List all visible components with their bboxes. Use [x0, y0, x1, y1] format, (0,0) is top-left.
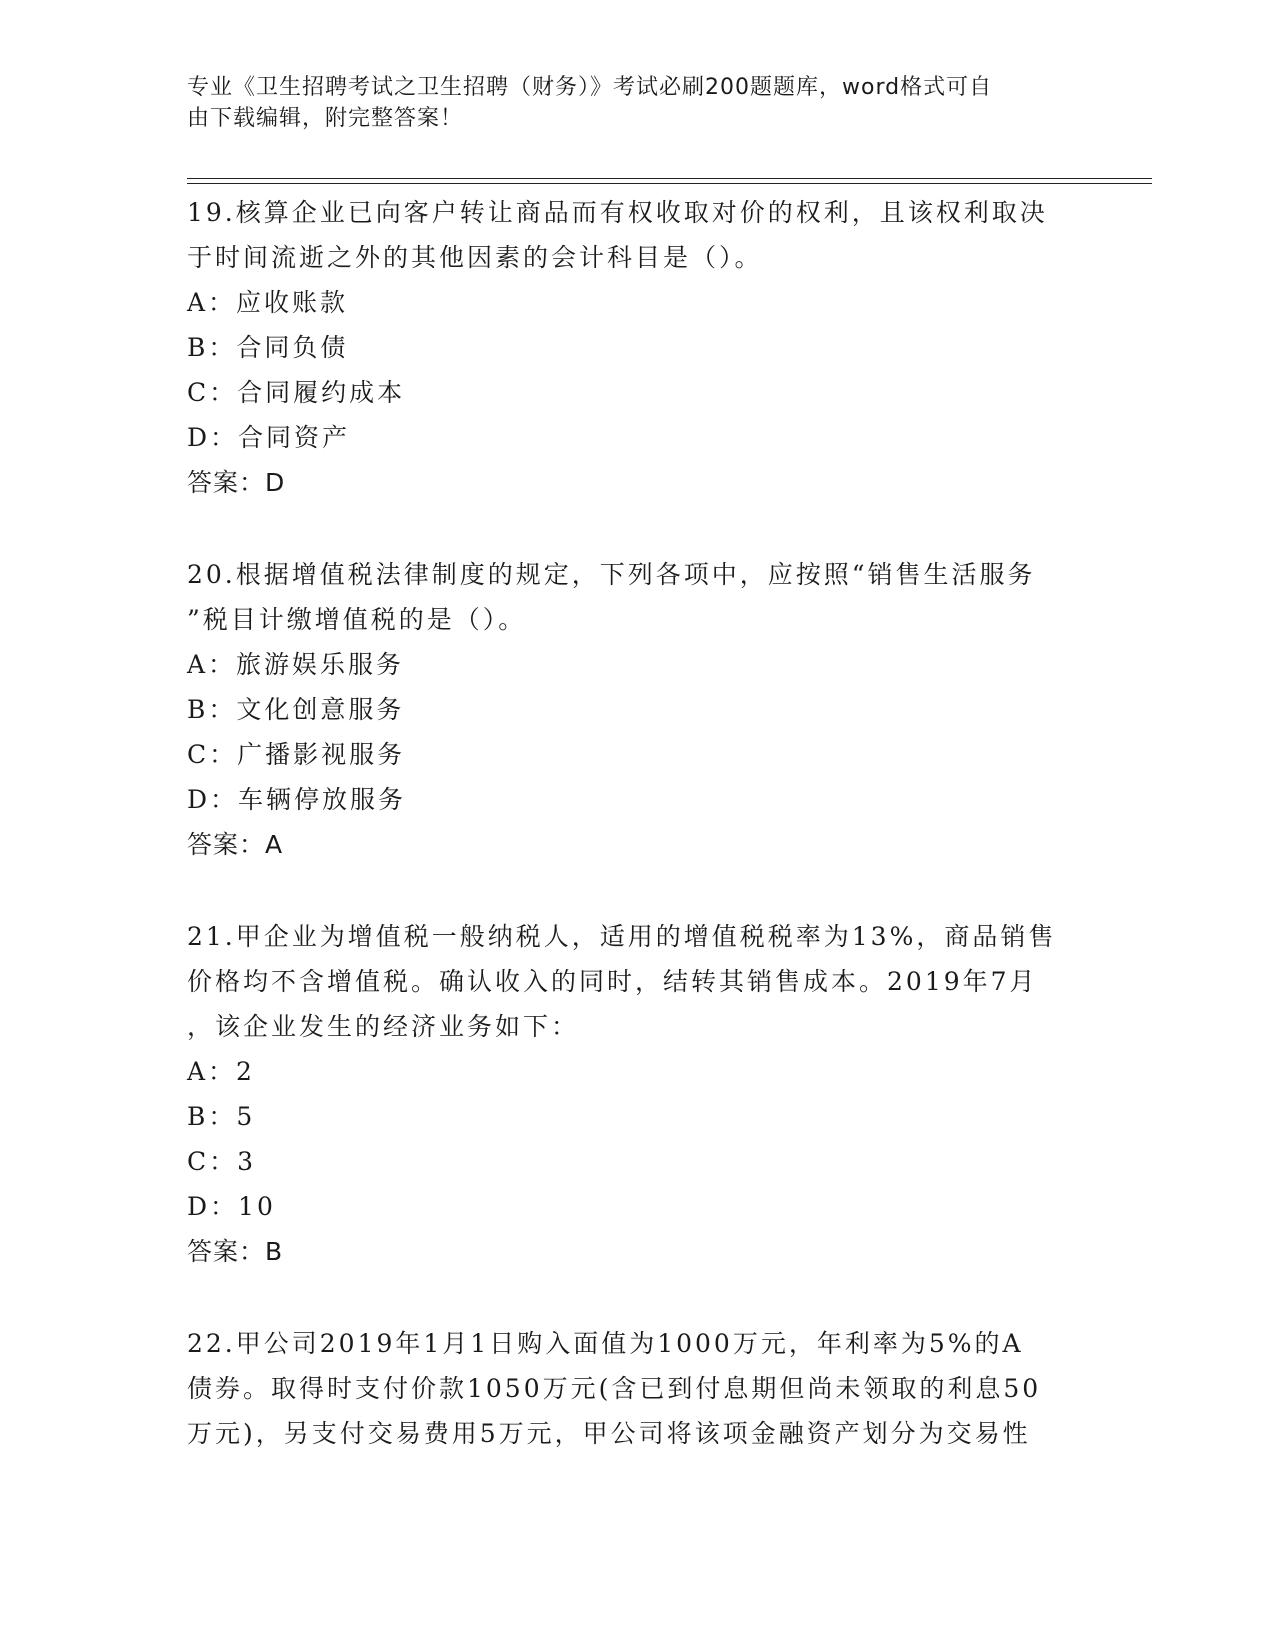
option-b: B：合同负债 [187, 333, 349, 362]
question-text-line: ”税目计缴增值税的是（）。 [187, 605, 527, 634]
option-b: B：5 [187, 1102, 256, 1131]
question-19 [187, 190, 1077, 506]
header-divider-top [187, 178, 1152, 179]
option-a: A：应收账款 [187, 288, 349, 317]
question-22 [187, 1321, 1077, 1456]
option-d: D：10 [187, 1192, 276, 1221]
option-a: A：旅游娱乐服务 [187, 650, 405, 679]
option-c: C：3 [187, 1147, 257, 1176]
answer-line: 答案：D [187, 468, 286, 497]
question-text-line: 19.核算企业已向客户转让商品而有权收取对价的权利，且该权利取决 [187, 198, 1048, 227]
question-list [187, 190, 1077, 1502]
question-21 [187, 914, 1077, 1275]
question-text-line: 债券。取得时支付价款1050万元(含已到付息期但尚未领取的利息50 [187, 1374, 1042, 1403]
option-b: B：文化创意服务 [187, 695, 405, 724]
answer-line: 答案：A [187, 830, 284, 859]
answer-line: 答案：B [187, 1237, 284, 1266]
document-header [187, 72, 1067, 134]
option-a: A：2 [187, 1057, 255, 1086]
question-text-line: 21.甲企业为增值税一般纳税人，适用的增值税税率为13%，商品销售 [187, 922, 1057, 951]
header-divider-bottom [187, 183, 1152, 184]
question-text-line: 于时间流逝之外的其他因素的会计科目是（）。 [187, 243, 763, 272]
question-text-line: 22.甲公司2019年1月1日购入面值为1000万元，年利率为5%的A [187, 1329, 1024, 1358]
question-text-line: 20.根据增值税法律制度的规定，下列各项中，应按照“销售生活服务 [187, 560, 1036, 589]
option-c: C：广播影视服务 [187, 740, 406, 769]
question-20 [187, 552, 1077, 868]
option-d: D：合同资产 [187, 423, 351, 452]
option-c: C：合同履约成本 [187, 378, 406, 407]
header-line-1: 专业《卫生招聘考试之卫生招聘（财务）》考试必刷200题题库，word格式可自 [187, 75, 993, 100]
question-text-line: ，该企业发生的经济业务如下： [187, 1012, 580, 1041]
option-d: D：车辆停放服务 [187, 785, 407, 814]
header-line-2: 由下载编辑，附完整答案！ [187, 106, 464, 131]
question-text-line: 价格均不含增值税。确认收入的同时，结转其销售成本。2019年7月 [187, 967, 1038, 996]
question-text-line: 万元)，另支付交易费用5万元，甲公司将该项金融资产划分为交易性 [187, 1419, 1031, 1448]
